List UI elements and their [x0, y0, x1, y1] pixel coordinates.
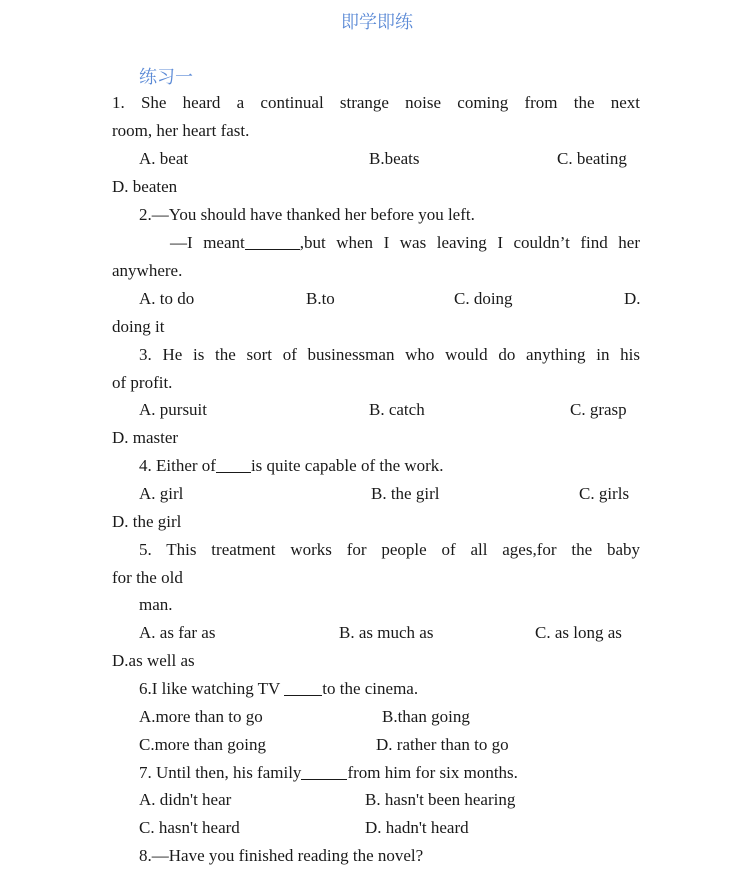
- option-4c: C. girls: [579, 484, 630, 503]
- option-7d: D. hadn't heard: [365, 818, 469, 837]
- answer-blank: [284, 679, 322, 696]
- option-3c: C. grasp: [570, 400, 627, 419]
- option-7b: B. hasn't been hearing: [365, 790, 516, 809]
- option-5b: B. as much as: [339, 623, 434, 642]
- option-1b: B.beats: [369, 149, 420, 168]
- option-3b: B. catch: [369, 400, 425, 419]
- option-5a: A. as far as: [139, 623, 216, 642]
- option-3d: D. master: [112, 428, 179, 447]
- option-7c: C. hasn't heard: [139, 818, 240, 837]
- option-2c: C. doing: [454, 289, 513, 308]
- option-5d: D.as well as: [112, 651, 195, 670]
- question-7-stem: [139, 759, 518, 787]
- option-2a: A. to do: [139, 289, 195, 308]
- question-2-reply: [170, 229, 640, 257]
- answer-blank: [245, 233, 300, 250]
- option-4d: D. the girl: [112, 512, 182, 531]
- option-6d: D. rather than to go: [376, 735, 509, 754]
- question-4-stem-after: is quite capable of the work.: [250, 456, 444, 475]
- option-6a: A.more than to go: [139, 707, 263, 726]
- answer-blank: [216, 456, 251, 473]
- option-2d: doing it: [112, 317, 165, 336]
- question-4-stem-before: 4. Either of: [139, 456, 216, 475]
- option-4b: B. the girl: [371, 484, 440, 503]
- question-2-stem: 2.—You should have thanked her before you left.: [139, 205, 475, 224]
- option-2d-label: D.: [624, 289, 641, 308]
- option-2b: B.to: [306, 289, 335, 308]
- question-2-reply-before: —I meant: [170, 233, 245, 252]
- option-6b: B.than going: [382, 707, 470, 726]
- question-8-stem: 8.—Have you finished reading the novel?: [139, 846, 424, 865]
- option-1d: D. beaten: [112, 177, 178, 196]
- question-2-reply-after: ,but when I was leaving I couldn’t find her: [299, 233, 640, 252]
- option-5c: C. as long as: [535, 623, 622, 642]
- option-6c: C.more than going: [139, 735, 267, 754]
- question-6-stem-before: 6.I like watching TV: [139, 679, 285, 698]
- option-7a: A. didn't hear: [139, 790, 232, 809]
- question-3-stem-cont: of profit.: [112, 373, 173, 392]
- option-3a: A. pursuit: [139, 400, 207, 419]
- question-1-stem: 1. She heard a continual strange noise coming from the next: [112, 93, 640, 112]
- question-6-stem: [139, 675, 418, 703]
- question-7-stem-before: 7. Until then, his family: [139, 763, 302, 782]
- question-5-stem: 5. This treatment works for people of all ages,for the baby: [139, 540, 640, 559]
- question-5-stem-cont-2: man.: [139, 595, 173, 614]
- option-1a: A. beat: [139, 149, 189, 168]
- question-6-stem-after: to the cinema.: [322, 679, 419, 698]
- question-2-reply-cont: anywhere.: [112, 261, 183, 280]
- question-7-stem-after: from him for six months.: [347, 763, 518, 782]
- question-5-stem-cont: for the old: [112, 568, 183, 587]
- question-3-stem: 3. He is the sort of businessman who would do anything in his: [139, 345, 640, 364]
- answer-blank: [301, 763, 347, 780]
- question-4-stem: [139, 452, 444, 480]
- question-1-stem-cont: room, her heart fast.: [112, 121, 250, 140]
- option-1c: C. beating: [557, 149, 627, 168]
- page-title: 即学即练: [341, 12, 413, 32]
- option-4a: A. girl: [139, 484, 184, 503]
- section-title: 练习一: [139, 67, 193, 87]
